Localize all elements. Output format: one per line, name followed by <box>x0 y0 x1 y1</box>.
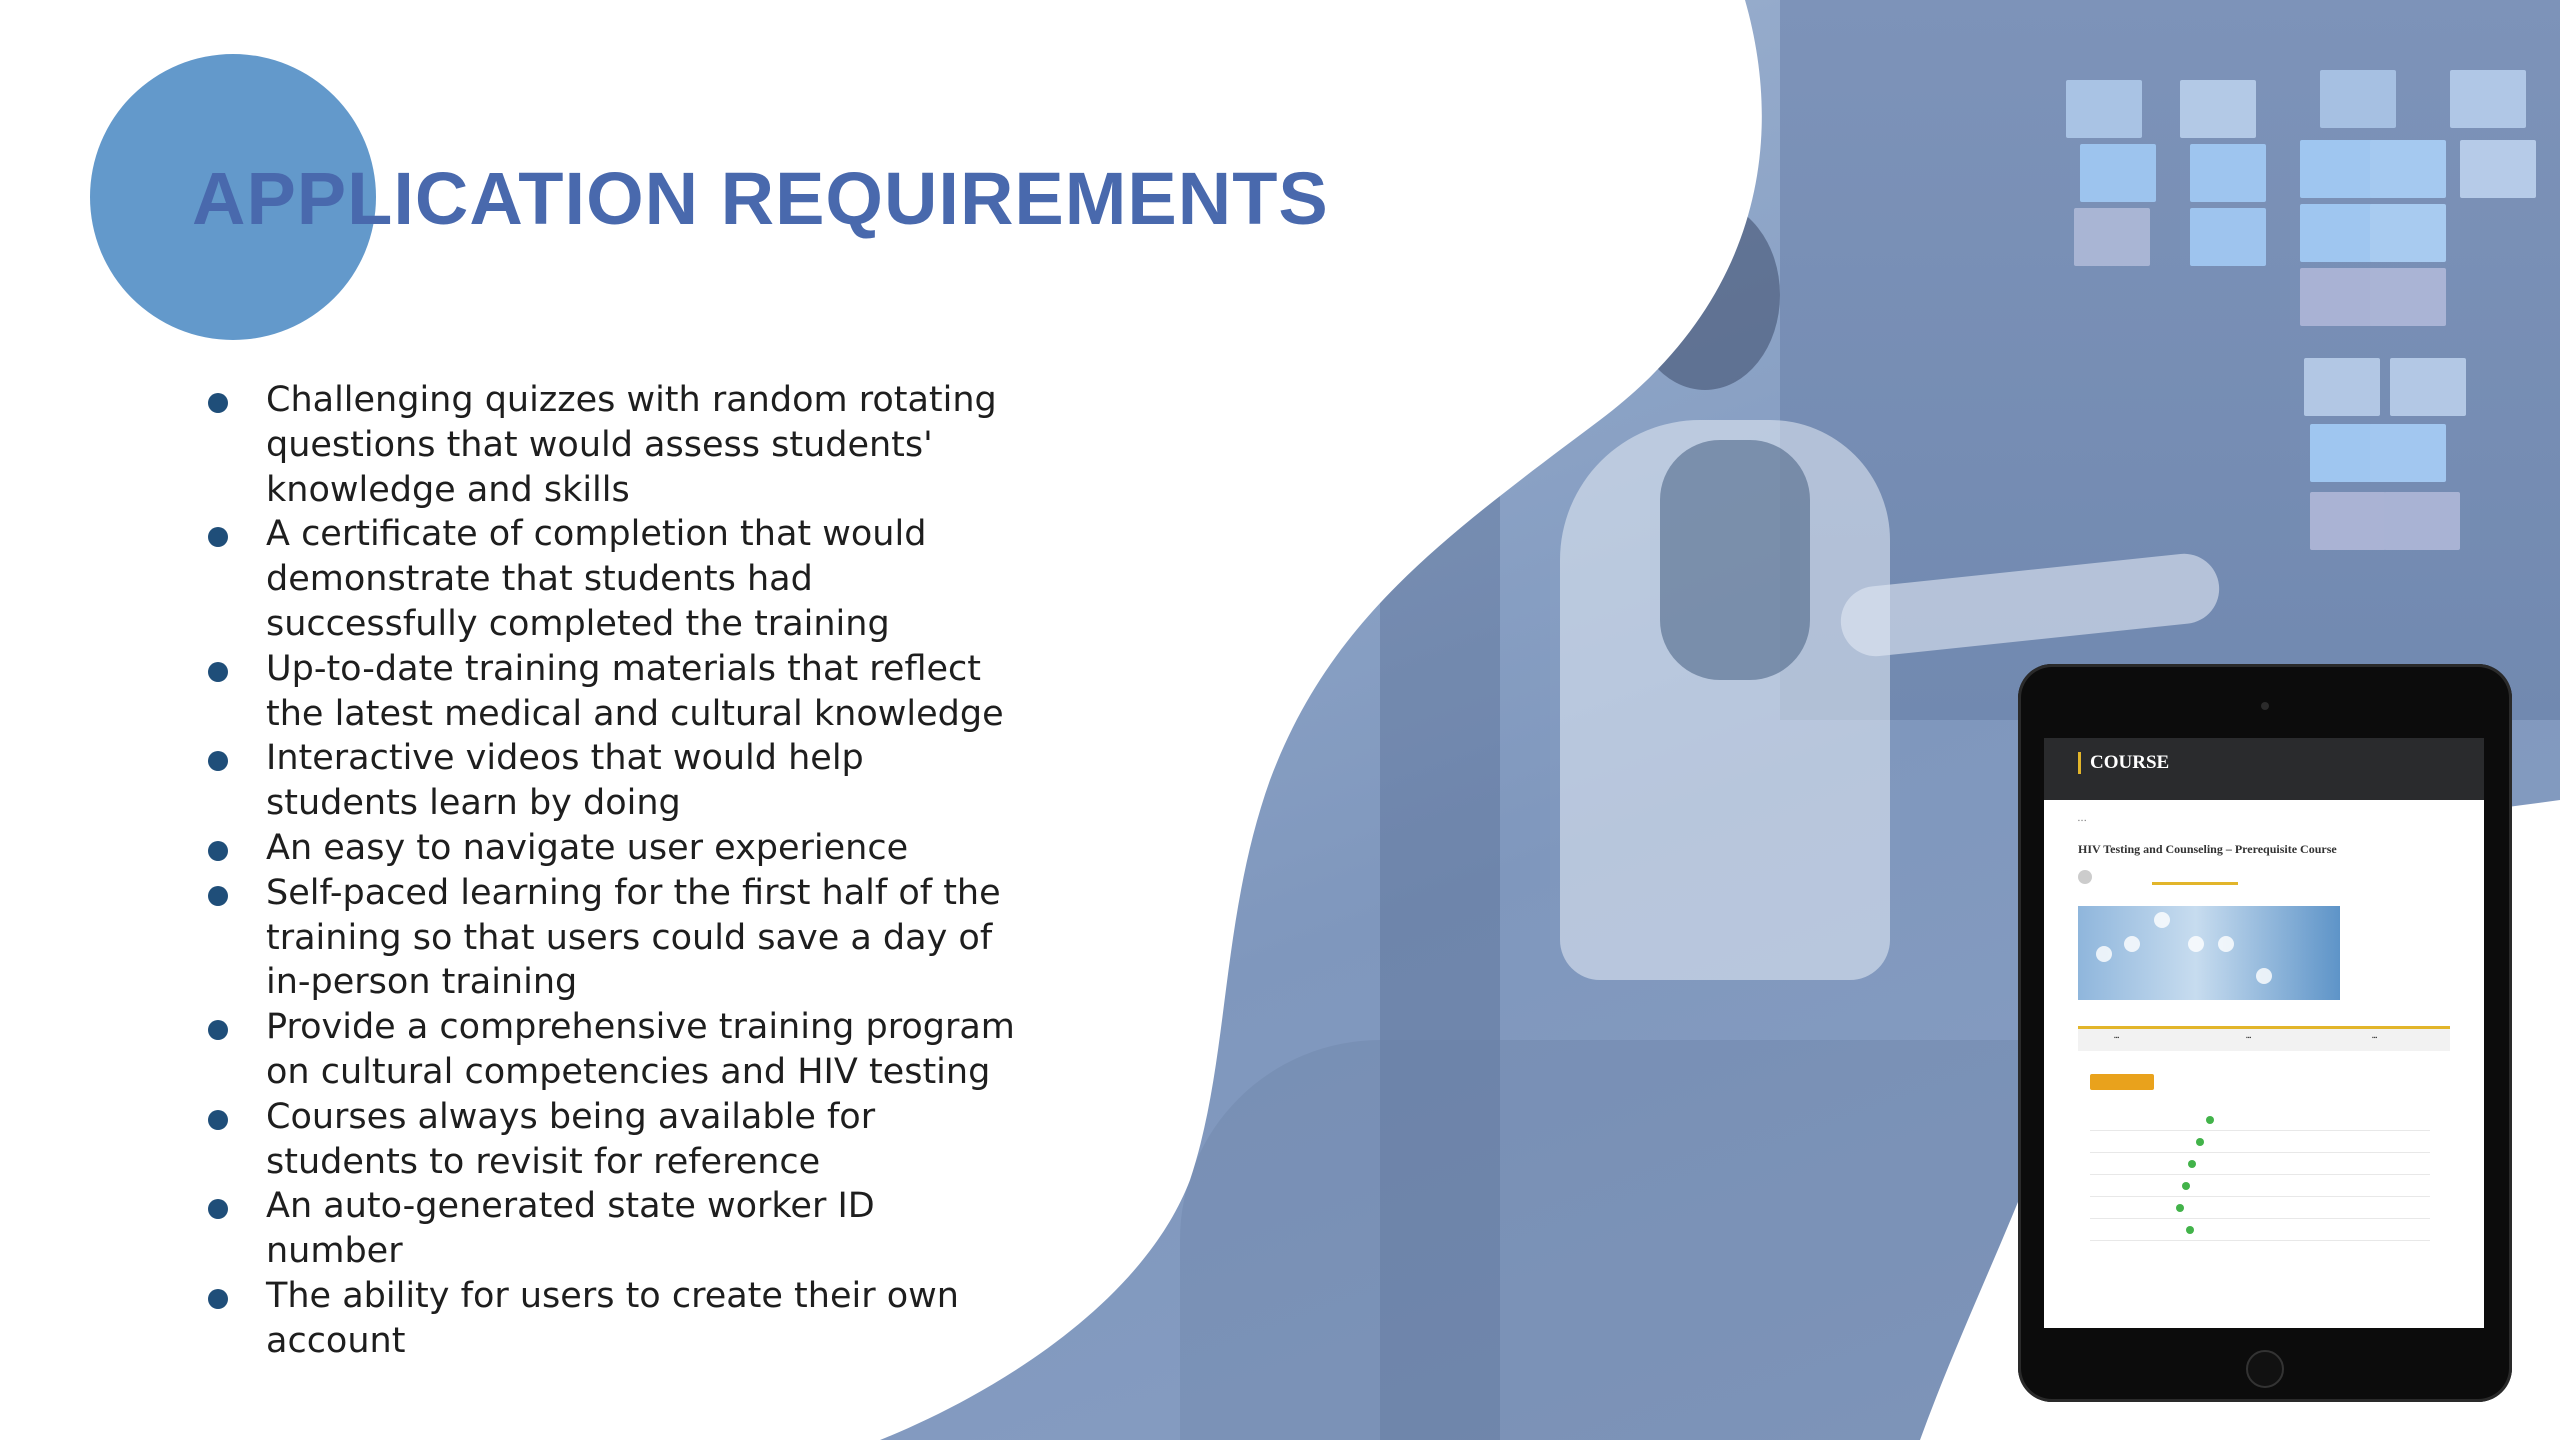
list-item: A certificate of completion that would demonstrate that students had successfully completed the training <box>200 512 1020 646</box>
list-item: Self-paced learning for the first half of the training so that users could save a day of in-person training <box>200 871 1020 1005</box>
heart-icon <box>2154 912 2170 928</box>
finish-course-button[interactable] <box>2090 1074 2154 1090</box>
bullet-dot-icon <box>208 886 228 906</box>
bullet-dot-icon <box>208 1020 228 1040</box>
tab-instructors[interactable]: ▪▪▪ <box>2372 1035 2378 1041</box>
course-hero-image <box>2078 906 2340 1000</box>
course-tabs <box>2078 1026 2450 1051</box>
medical-icon <box>2188 936 2204 952</box>
bullet-dot-icon <box>208 662 228 682</box>
eye-icon <box>2256 968 2272 984</box>
list-item[interactable] <box>2090 1134 2430 1153</box>
list-item: Interactive videos that would help students learn by doing <box>200 736 1020 826</box>
drop-icon <box>2096 946 2112 962</box>
plus-icon <box>2218 936 2234 952</box>
list-item[interactable] <box>2090 1178 2430 1197</box>
list-item[interactable] <box>2090 1156 2430 1175</box>
list-item: An easy to navigate user experience <box>200 826 1020 871</box>
tablet-screen <box>2044 738 2484 1328</box>
check-icon <box>2182 1182 2190 1190</box>
breadcrumb: ▪ ▪ ▪ <box>2078 818 2087 824</box>
course-meta <box>2078 870 2238 886</box>
bullet-dot-icon <box>208 393 228 413</box>
list-item: Provide a comprehensive training program on cultural competencies and HIV testing <box>200 1005 1020 1095</box>
camera-icon <box>2261 702 2269 710</box>
list-item: Up-to-date training materials that reflect the latest medical and cultural knowledge <box>200 647 1020 737</box>
check-icon <box>2206 1116 2214 1124</box>
tablet-mockup <box>2018 664 2512 1402</box>
course-title: HIV Testing and Counseling – Prerequisite Course <box>2078 842 2337 856</box>
course-site-header <box>2044 738 2484 800</box>
home-button[interactable] <box>2246 1350 2284 1388</box>
avatar <box>2078 870 2092 884</box>
bullet-dot-icon <box>208 841 228 861</box>
course-site-logo: COURSE <box>2090 752 2170 773</box>
list-item: Courses always being available for students to revisit for reference <box>200 1095 1020 1185</box>
requirements-list <box>200 378 1020 1364</box>
progress-bar <box>2152 882 2238 885</box>
bullet-dot-icon <box>208 1110 228 1130</box>
bullet-dot-icon <box>208 1289 228 1309</box>
list-item: An auto-generated state worker ID number <box>200 1184 1020 1274</box>
check-icon <box>2196 1138 2204 1146</box>
list-item[interactable] <box>2090 1112 2430 1131</box>
bullet-dot-icon <box>208 527 228 547</box>
list-item: The ability for users to create their own account <box>200 1274 1020 1364</box>
list-item[interactable] <box>2090 1222 2430 1241</box>
list-item[interactable] <box>2090 1200 2430 1219</box>
bullet-dot-icon <box>208 751 228 771</box>
check-icon <box>2176 1204 2184 1212</box>
person-icon <box>2124 936 2140 952</box>
list-item: Challenging quizzes with random rotating questions that would assess students' knowledge and skills <box>200 378 1020 512</box>
check-icon <box>2186 1226 2194 1234</box>
check-icon <box>2188 1160 2196 1168</box>
bullet-dot-icon <box>208 1199 228 1219</box>
tab-curriculum[interactable]: ▪▪▪ <box>2114 1035 2120 1041</box>
slide-title: APPLICATION REQUIREMENTS <box>192 157 1329 240</box>
tab-description[interactable]: ▪▪▪ <box>2246 1035 2252 1041</box>
